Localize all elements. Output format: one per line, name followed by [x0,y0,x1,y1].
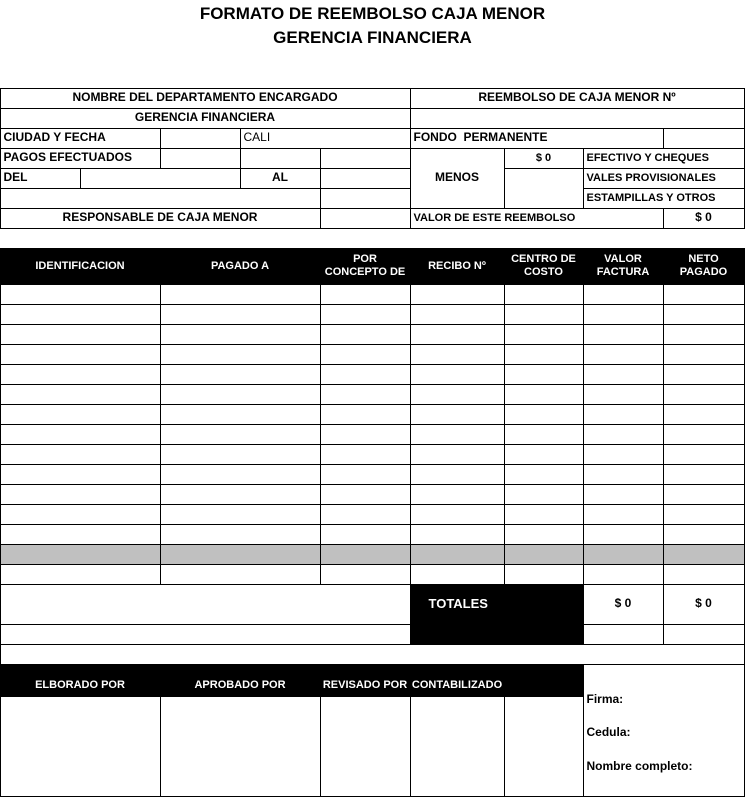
table-cell[interactable] [160,304,321,325]
table-cell[interactable] [663,484,745,505]
signature-header: APROBADO POR [160,664,321,697]
table-cell[interactable] [410,384,505,405]
table-cell[interactable] [504,404,584,425]
table-cell[interactable] [0,484,161,505]
table-cell[interactable] [663,564,745,585]
table-cell[interactable] [583,444,664,465]
table-cell[interactable] [504,344,584,365]
table-cell[interactable] [504,524,584,545]
table-cell[interactable] [320,384,411,405]
table-cell[interactable] [663,384,745,405]
column-header: VALOR FACTURA [583,248,664,285]
table-cell[interactable] [160,384,321,405]
table-cell[interactable] [160,564,321,585]
table-cell[interactable] [410,544,505,565]
table-cell[interactable] [504,324,584,345]
table-cell[interactable] [0,304,161,325]
table-cell[interactable] [410,464,505,485]
table-cell[interactable] [160,544,321,565]
table-cell[interactable] [320,524,411,545]
table-cell[interactable] [663,404,745,425]
table-cell[interactable] [160,424,321,445]
reembolso-label: REEMBOLSO DE CAJA MENOR Nº [410,88,745,109]
table-cell[interactable] [410,304,505,325]
pagos-label: PAGOS EFECTUADOS [0,148,161,169]
table-cell[interactable] [663,304,745,325]
table-cell[interactable] [320,304,411,325]
signature-box[interactable] [0,696,161,797]
table-cell[interactable] [504,444,584,465]
table-cell[interactable] [583,524,664,545]
blank-cell[interactable] [320,188,411,209]
table-cell[interactable] [504,544,584,565]
table-cell[interactable] [663,424,745,445]
table-cell[interactable] [504,304,584,325]
signature-box[interactable] [410,696,505,797]
estampillas-label: ESTAMPILLAS Y OTROS [583,188,745,209]
form-subtitle: GERENCIA FINANCIERA [273,28,472,47]
table-cell[interactable] [663,524,745,545]
table-cell[interactable] [583,304,664,325]
table-cell[interactable] [160,504,321,525]
table-cell[interactable] [583,544,664,565]
table-cell[interactable] [663,464,745,485]
column-header: NETO PAGADO [663,248,745,285]
table-cell[interactable] [0,544,161,565]
ciudad-value: CALI [240,128,411,149]
table-cell[interactable] [320,344,411,365]
fondo-value[interactable] [663,128,745,149]
total-factura: $ 0 [583,584,664,625]
dept-value: GERENCIA FINANCIERA [0,108,411,129]
al-label: AL [240,168,321,189]
table-cell[interactable] [663,544,745,565]
table-cell[interactable] [160,284,321,305]
totals-blank[interactable] [583,624,664,645]
table-cell[interactable] [410,444,505,465]
table-cell[interactable] [320,424,411,445]
table-cell[interactable] [0,384,161,405]
blank-cell[interactable] [0,188,321,209]
table-cell[interactable] [663,444,745,465]
menos-label: MENOS [410,148,505,209]
table-cell[interactable] [504,364,584,385]
table-cell[interactable] [583,504,664,525]
table-cell[interactable] [583,364,664,385]
table-cell[interactable] [0,404,161,425]
table-cell[interactable] [663,284,745,305]
table-cell[interactable] [320,504,411,525]
signature-header[interactable] [504,664,584,697]
table-cell[interactable] [0,344,161,365]
table-cell[interactable] [410,504,505,525]
form-title: FORMATO DE REEMBOLSO CAJA MENOR [199,4,546,23]
column-header: POR CONCEPTO DE [320,248,411,285]
table-cell[interactable] [583,284,664,305]
responsable-value[interactable] [320,208,411,229]
valor-label: VALOR DE ESTE REEMBOLSO [410,208,664,229]
totals-blank[interactable] [663,624,745,645]
totals-label: TOTALES [410,584,584,645]
table-cell[interactable] [410,404,505,425]
totals-blank[interactable] [0,584,411,625]
signature-box[interactable] [504,696,584,797]
table-cell[interactable] [583,324,664,345]
signature-header: REVISADO POR [320,664,411,697]
table-cell[interactable] [320,444,411,465]
table-cell[interactable] [663,364,745,385]
table-cell[interactable] [583,404,664,425]
table-cell[interactable] [320,364,411,385]
column-header: IDENTIFICACION [0,248,161,285]
table-cell[interactable] [504,384,584,405]
table-cell[interactable] [504,464,584,485]
table-cell[interactable] [0,424,161,445]
table-cell[interactable] [583,464,664,485]
table-cell[interactable] [160,364,321,385]
table-cell[interactable] [160,344,321,365]
table-cell[interactable] [320,484,411,505]
table-cell[interactable] [583,424,664,445]
table-cell[interactable] [663,344,745,365]
table-cell[interactable] [0,364,161,385]
vales-label: VALES PROVISIONALES [583,168,745,189]
spacer-row[interactable] [0,644,745,665]
table-cell[interactable] [504,424,584,445]
table-cell[interactable] [410,564,505,585]
total-neto: $ 0 [663,584,745,625]
table-cell[interactable] [0,444,161,465]
table-cell[interactable] [0,504,161,525]
table-cell[interactable] [583,384,664,405]
efectivo-label: EFECTIVO Y CHEQUES [583,148,745,169]
pagos-cell[interactable] [240,148,321,169]
table-cell[interactable] [0,524,161,545]
signature-box[interactable] [320,696,411,797]
table-cell[interactable] [320,464,411,485]
table-cell[interactable] [504,504,584,525]
table-cell[interactable] [663,504,745,525]
table-cell[interactable] [160,324,321,345]
signature-header: ELBORADO POR [0,664,161,697]
signature-box[interactable] [160,696,321,797]
table-cell[interactable] [410,524,505,545]
table-cell[interactable] [0,564,161,585]
table-cell[interactable] [320,404,411,425]
pagos-cell[interactable] [320,148,411,169]
table-cell[interactable] [410,484,505,505]
totals-blank[interactable] [0,624,411,645]
signer-details [583,664,745,797]
table-cell[interactable] [583,344,664,365]
signer-cedula-label: Cedula: [586,725,631,740]
dept-label: NOMBRE DEL DEPARTAMENTO ENCARGADO [0,88,411,109]
table-cell[interactable] [160,484,321,505]
table-cell[interactable] [320,564,411,585]
ciudad-blank[interactable] [160,128,241,149]
al-value[interactable] [320,168,411,189]
table-cell[interactable] [160,524,321,545]
menos-values[interactable] [504,168,584,209]
del-value[interactable] [80,168,241,189]
table-cell[interactable] [583,564,664,585]
table-cell[interactable] [410,344,505,365]
table-cell[interactable] [504,564,584,585]
pagos-cell[interactable] [160,148,241,169]
table-cell[interactable] [0,464,161,485]
table-cell[interactable] [410,364,505,385]
table-cell[interactable] [160,464,321,485]
column-header: RECIBO Nº [410,248,505,285]
reembolso-number[interactable] [410,108,745,129]
table-cell[interactable] [410,424,505,445]
del-label: DEL [0,168,81,189]
column-header: PAGADO A [160,248,321,285]
table-cell[interactable] [320,324,411,345]
column-header: CENTRO DE COSTO [504,248,584,285]
table-cell[interactable] [0,324,161,345]
signature-header: CONTABILIZADO [410,664,505,697]
signer-nombre-label: Nombre completo: [586,759,693,774]
table-cell[interactable] [663,324,745,345]
responsable-label: RESPONSABLE DE CAJA MENOR [0,208,321,229]
table-cell[interactable] [0,284,161,305]
table-cell[interactable] [504,484,584,505]
valor-value: $ 0 [663,208,745,229]
ciudad-label: CIUDAD Y FECHA [0,128,161,149]
signer-firma-label: Firma: [586,691,624,706]
fondo-label: FONDO PERMANENTE [410,128,664,149]
table-cell[interactable] [410,284,505,305]
efectivo-value: $ 0 [504,148,584,169]
table-cell[interactable] [320,544,411,565]
table-cell[interactable] [583,484,664,505]
table-cell[interactable] [160,444,321,465]
table-cell[interactable] [504,284,584,305]
table-cell[interactable] [410,324,505,345]
table-cell[interactable] [320,284,411,305]
table-cell[interactable] [160,404,321,425]
